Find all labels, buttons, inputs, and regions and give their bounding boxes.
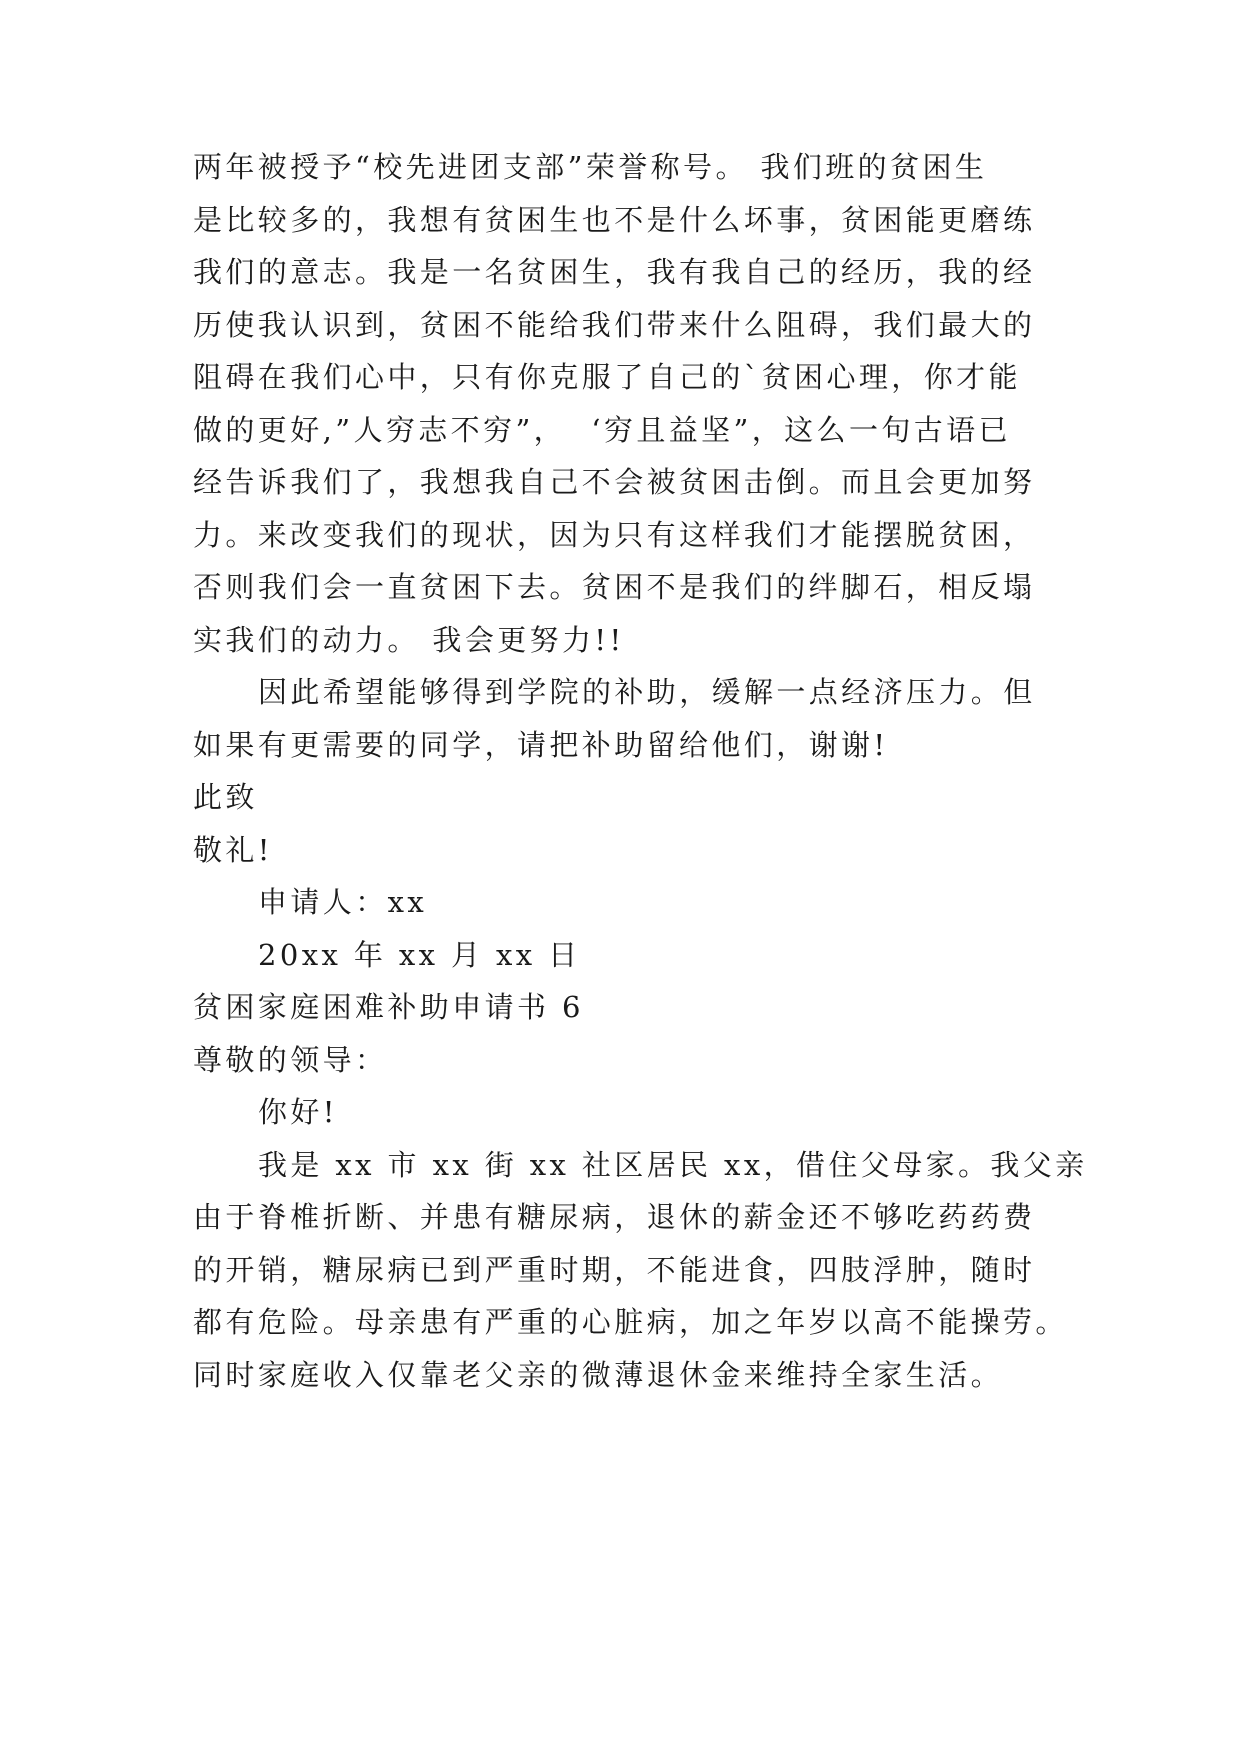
greeting-line: 你好! — [258, 1095, 338, 1129]
closing-salutation: 此致 — [193, 780, 258, 814]
body-text-line: 是比较多的，我想有贫困生也不是什么坏事，贫困能更磨练 — [193, 203, 1036, 237]
body-text-line: 的开销，糖尿病已到严重时期，不能进食，四肢浮肿，随时 — [193, 1253, 1036, 1287]
body-text-line: 历使我认识到，贫困不能给我们带来什么阻碍，我们最大的 — [193, 308, 1036, 342]
applicant-signature: 申请人：xx — [258, 885, 428, 919]
body-text-line: 经告诉我们了，我想我自己不会被贫困击倒。而且会更加努 — [193, 465, 1036, 499]
body-text-line: 力。来改变我们的现状，因为只有这样我们才能摆脱贫困， — [193, 518, 1036, 552]
body-text-line: 我们的意志。我是一名贫困生，我有我自己的经历，我的经 — [193, 255, 1036, 289]
signature-date: 20xx 年 xx 月 xx 日 — [258, 938, 581, 972]
section-title: 贫困家庭困难补助申请书 6 — [193, 990, 584, 1024]
body-text-line: 因此希望能够得到学院的补助，缓解一点经济压力。但 — [258, 675, 1036, 709]
body-text-line: 如果有更需要的同学，请把补助留给他们，谢谢! — [193, 728, 889, 762]
body-text-line: 由于脊椎折断、并患有糖尿病，退休的薪金还不够吃药药费 — [193, 1200, 1036, 1234]
body-text-line: 同时家庭收入仅靠老父亲的微薄退休金来维持全家生活。 — [193, 1358, 1004, 1392]
greeting-recipient: 尊敬的领导： — [193, 1043, 388, 1077]
body-text-line: 否则我们会一直贫困下去。贫困不是我们的绊脚石，相反塌 — [193, 570, 1036, 604]
body-text-line: 两年被授予“校先进团支部”荣誉称号。 我们班的贫困生 — [193, 150, 988, 184]
body-text-line: 做的更好,”人穷志不穷”， ‘穷且益坚”，这么一句古语已 — [193, 413, 1011, 447]
body-text-line: 都有危险。母亲患有严重的心脏病，加之年岁以高不能操劳。 — [193, 1305, 1068, 1339]
body-text-line: 阻碍在我们心中，只有你克服了自己的`贫困心理，你才能 — [193, 360, 1021, 394]
closing-regards: 敬礼! — [193, 833, 273, 867]
body-text-line: 我是 xx 市 xx 街 xx 社区居民 xx，借住父母家。我父亲 — [258, 1148, 1088, 1182]
body-text-line: 实我们的动力。 我会更努力!! — [193, 623, 625, 657]
